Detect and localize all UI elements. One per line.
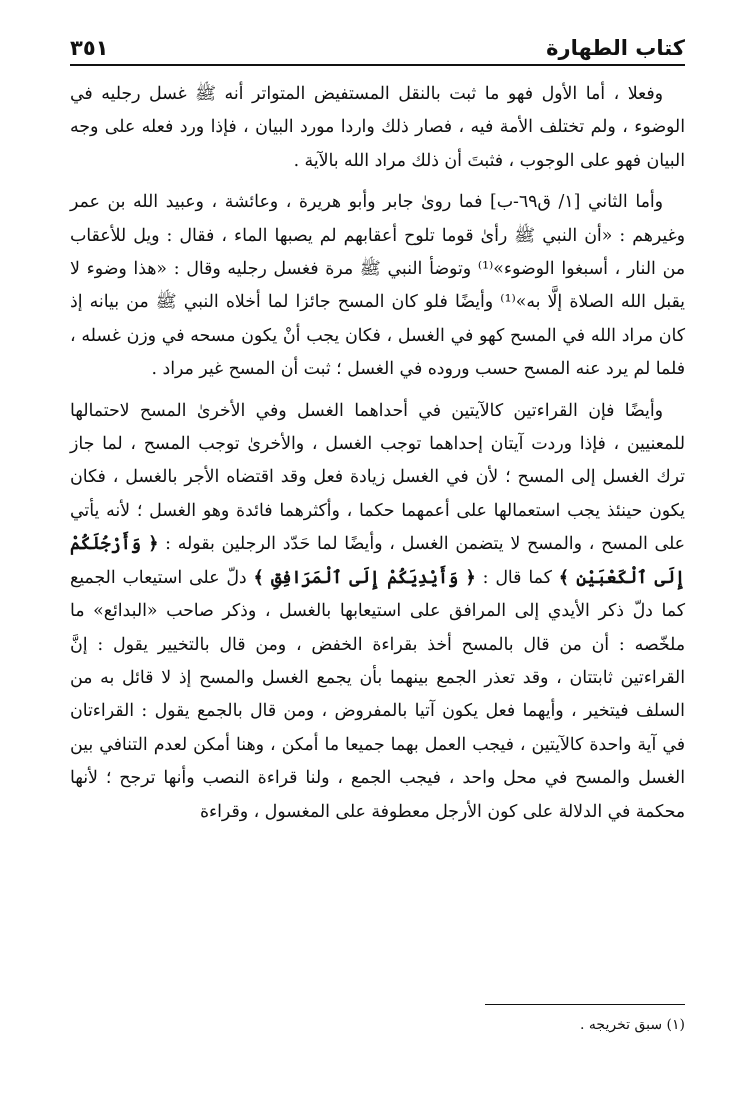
main-text xyxy=(70,78,685,829)
paragraph-3-part-1: وأيضًا فإن القراءتين كالآيتين في أحداهما الغسل وفي الأخرىٰ المسح لاحتمالها للمعنيين ، فإذا وردت آيتان إحداهما توجب الغسل ، والأخرىٰ توجب المسح ، لما جاز ترك الغسل إلى المسح ؛ لأن في الغسل زيادة فعل وقد اقتضاه الأجر بالغسل ، فكان يكون حينئذ يجب استعمالها على أعمهما حكما ، وأكثرهما فائدة وهو الغسل ؛ لأنه يأتي على المسح ، والمسح لا يتضمن الغسل ، وأيضًا لما حَدّد الرجلين بقوله : xyxy=(70,400,685,555)
paragraph-2: وأما الثاني [١/ ق٦٩-ب] فما روىٰ جابر وأبو هريرة ، وعائشة ، وعبيد الله بن عمر وغيرهم : «أن النبي ﷺ رأىٰ قوما تلوح أعقابهم لم يصبها الماء ، فقال : ويل للأعقاب من النار ، أسبغوا الوضوء»⁽¹⁾ وتوضأ النبي ﷺ مرة فغسل رجليه وقال : «هذا وضوء لا يقبل الله الصلاة إلَّا به»⁽¹⁾ وأيضًا فلو كان المسح جائزا لما أخلاه النبي ﷺ من بيانه إذ كان مراد الله في المسح كهو في الغسل ، فكان يجب أنْ يكون مسحه في وزن غسله ، فلما لم يرد عنه المسح حسب وروده في الغسل ؛ ثبت أن المسح غير مراد . xyxy=(70,192,685,380)
quran-verse-hands: ﴿ وَأَيْدِيَكُمْ إِلَى ٱلْمَرَافِقِ ﴾ xyxy=(253,567,476,588)
page-header xyxy=(70,22,685,66)
page-number: ٣٥١ xyxy=(70,36,109,60)
paragraph-3-part-2: كما قال : xyxy=(475,567,559,588)
paragraph-1: وفعلا ، أما الأول فهو ما ثبت بالنقل المستفيض المتواتر أنه ﷺ غسل رجليه في الوضوء ، ولم تختلف الأمة فيه ، فصار ذلك واردا مورد البيان ، فإذا ورد فعله على وجه البيان فهو على الوجوب ، فثبتَ أن ذلك مراد الله بالآية . xyxy=(70,84,685,171)
paragraph-3 xyxy=(70,395,685,829)
paragraph-3-part-3: دلّ على استيعاب الجميع كما دلّ ذكر الأيدي إلى المرافق على استيعابها بالغسل ، وذكر صاحب «البدائع» ما ملخّصه : أن من قال بالمسح أخذ بقراءة الخفض ، ومن قال بالتخيير يقول : إنَّ القراءتين ثابتتان ، وقد تعذر الجمع بينهما بأن يجمع الغسل والمسح إذ لا قائل به من السلف فيتخير ، وأيهما فعل يكون آتيا بالمفروض ، ومن قال بالجمع يقول : القراءتان في آية واحدة كالآيتين ، فيجب العمل بهما جميعا ما أمكن ، وهنا أمكن لعدم التنافي بين الغسل والمسح في محل واحد ، فيجب الجمع ، ولنا قراءة النصب وأنها ترجح ؛ لأنها محكمة في الدلالة على كون الأرجل معطوفة على المغسول ، وقراءة xyxy=(70,567,685,822)
footnote: (١) سبق تخريجه . xyxy=(580,1017,685,1033)
quran-verse-feet: ﴿ وَأَرْجُلَكُمْ إِلَى ٱلْكَعْبَيْنِ ﴾ xyxy=(70,534,685,588)
footnote-separator xyxy=(485,1004,685,1005)
book-title: كتاب الطهارة xyxy=(546,36,685,60)
